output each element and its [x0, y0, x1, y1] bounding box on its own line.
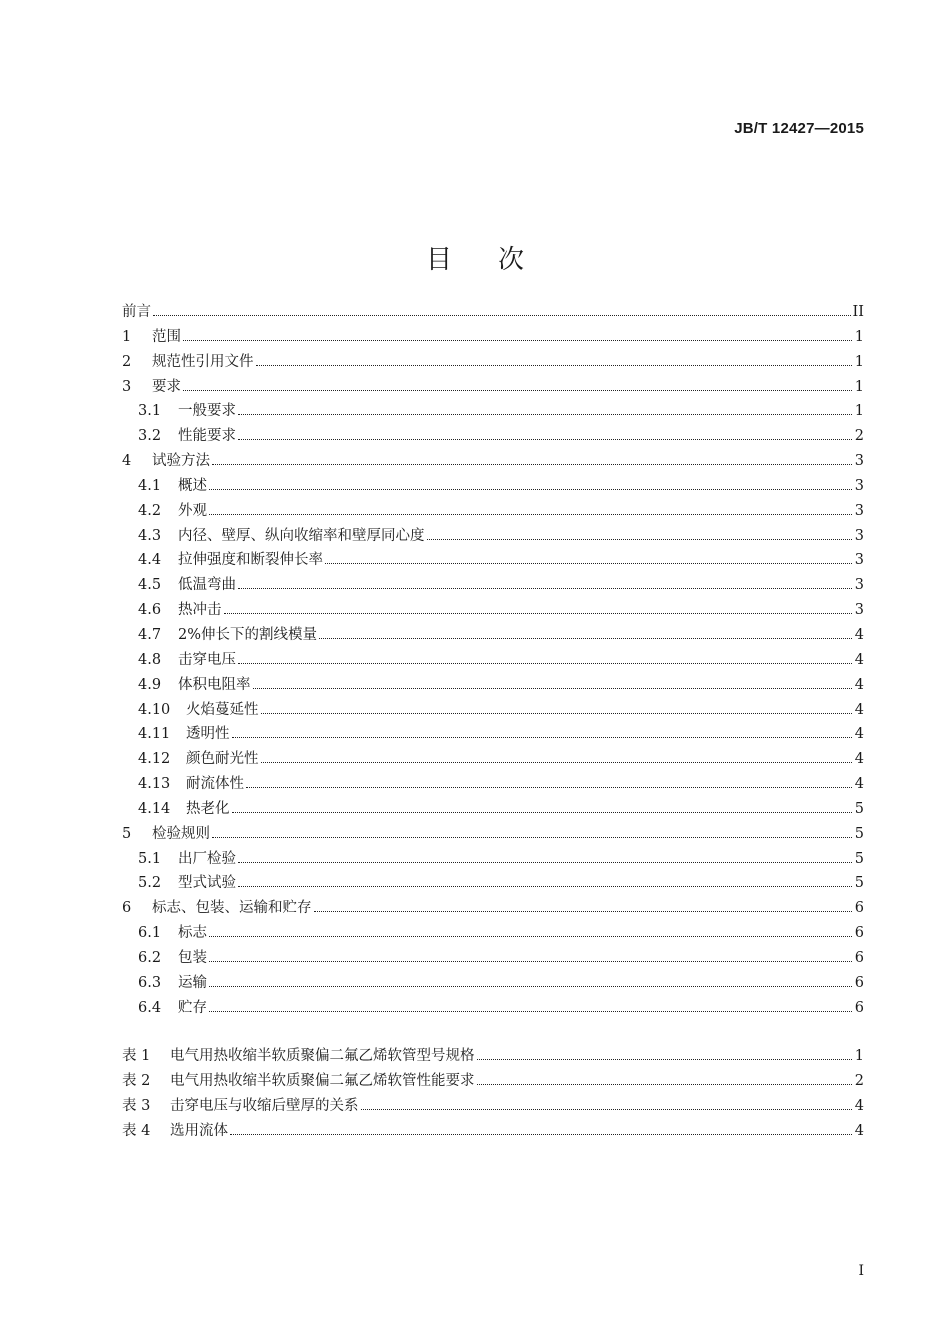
toc-entry[interactable]: [122, 424, 864, 449]
toc-entry-number: 4.14: [138, 800, 171, 817]
toc-dot-leader: [477, 1084, 853, 1085]
toc-entry[interactable]: [122, 772, 864, 797]
toc-entry-page: 4: [854, 701, 864, 718]
toc-entry-page: 4: [854, 676, 864, 693]
toc-entry-page: 1: [854, 378, 864, 395]
toc-dot-leader: [224, 613, 853, 614]
toc-entry-page: 5: [854, 850, 864, 867]
toc-entry[interactable]: [122, 822, 864, 847]
toc-entry-label: 火焰蔓延性: [186, 701, 259, 718]
toc-entry-label: 贮存: [178, 999, 207, 1016]
toc-entry-number: 表 3: [122, 1098, 151, 1115]
toc-entry[interactable]: [122, 623, 864, 648]
toc-entry-label: 耐流体性: [186, 776, 244, 793]
toc-entry-number: 6: [122, 900, 132, 917]
toc-entry-number: 4.12: [138, 751, 171, 768]
toc-entry-number: 4: [122, 453, 132, 470]
toc-entry-number: 5: [122, 825, 132, 842]
toc-entry-page: 3: [854, 477, 864, 494]
toc-entry[interactable]: [122, 747, 864, 772]
toc-entry[interactable]: [122, 921, 864, 946]
toc-entry-label: 热冲击: [178, 602, 222, 619]
toc-dot-leader: [325, 563, 852, 564]
toc-dot-leader: [183, 390, 852, 391]
toc-entry[interactable]: [122, 548, 864, 573]
toc-entry[interactable]: [122, 847, 864, 872]
toc-entry-label: 出厂检验: [178, 850, 236, 867]
toc-entry-page: 6: [854, 900, 864, 917]
toc-entry-page: 4: [854, 651, 864, 668]
toc-entry-number: 表 2: [122, 1073, 151, 1090]
toc-entry[interactable]: [122, 871, 864, 896]
toc-entry-page: 4: [854, 1098, 864, 1115]
toc-entry-page: 3: [854, 527, 864, 544]
toc-entry-page: 2: [854, 1073, 864, 1090]
toc-entry-page: 6: [854, 999, 864, 1016]
toc-entry-label: 热老化: [186, 800, 230, 817]
toc-entry-number: 6.1: [138, 925, 162, 942]
toc-entry-number: 5.1: [138, 850, 162, 867]
toc-entry[interactable]: [122, 896, 864, 921]
toc-entry[interactable]: [122, 499, 864, 524]
toc-entry-label: 标志、包装、运输和贮存: [152, 900, 312, 917]
toc-entry-page: 1: [854, 353, 864, 370]
toc-entry-label: 运输: [178, 974, 207, 991]
toc-entry-number: 4.8: [138, 651, 162, 668]
toc-entry-page: 4: [854, 776, 864, 793]
toc-entry-label: 一般要求: [178, 403, 236, 420]
toc-entry-number: 4.5: [138, 577, 162, 594]
toc-entry-number: 6.2: [138, 949, 162, 966]
toc-dot-leader: [238, 439, 852, 440]
toc-entry-page: 1: [854, 1048, 864, 1065]
toc-entry-page: 4: [854, 751, 864, 768]
toc-entry-number: 2: [122, 353, 132, 370]
toc-entry-label: 外观: [178, 502, 207, 519]
toc-entry-label: 电气用热收缩半软质聚偏二氟乙烯软管性能要求: [170, 1073, 475, 1090]
toc-dot-leader: [427, 539, 853, 540]
table-of-contents: [122, 300, 864, 1144]
toc-dot-leader: [153, 315, 851, 316]
toc-entry-number: 4.7: [138, 626, 162, 643]
toc-dot-leader: [261, 713, 853, 714]
toc-entry-number: 表 1: [122, 1048, 151, 1065]
table-list: [122, 1044, 864, 1143]
toc-entry-number: 4.9: [138, 676, 162, 693]
toc-entry-page: 4: [854, 626, 864, 643]
toc-dot-leader: [261, 762, 853, 763]
toc-entry-number: 3.2: [138, 428, 162, 445]
toc-entry-label: 标志: [178, 925, 207, 942]
toc-entry[interactable]: [122, 474, 864, 499]
toc-entry-number: 4.13: [138, 776, 171, 793]
toc-entry-page: II: [852, 304, 864, 320]
toc-dot-leader: [209, 986, 852, 987]
toc-entry-page: 1: [854, 328, 864, 345]
toc-entry-page: 5: [854, 875, 864, 892]
toc-entry-page: 5: [854, 825, 864, 842]
toc-entry[interactable]: [122, 996, 864, 1021]
toc-entry[interactable]: [122, 325, 864, 350]
toc-dot-leader: [314, 911, 853, 912]
toc-dot-leader: [319, 638, 852, 639]
toc-entry-number: 4.3: [138, 527, 162, 544]
toc-dot-leader: [232, 737, 853, 738]
toc-entry[interactable]: [122, 399, 864, 424]
toc-entry[interactable]: [122, 1119, 864, 1144]
toc-entry[interactable]: [122, 673, 864, 698]
toc-dot-leader: [361, 1109, 853, 1110]
toc-entry-page: 4: [854, 1123, 864, 1139]
toc-dot-leader: [230, 1134, 852, 1135]
toc-entry-number: 4.11: [138, 726, 171, 743]
toc-dot-leader: [238, 588, 852, 589]
toc-dot-leader: [256, 365, 853, 366]
toc-entry-label: 选用流体: [170, 1123, 228, 1139]
toc-dot-leader: [246, 787, 852, 788]
toc-entry[interactable]: [122, 971, 864, 996]
toc-entry-label: 击穿电压与收缩后壁厚的关系: [170, 1098, 359, 1115]
toc-entry-number: 6.4: [138, 999, 162, 1016]
toc-entry[interactable]: [122, 449, 864, 474]
toc-entry-label: 概述: [178, 477, 207, 494]
toc-entry[interactable]: [122, 573, 864, 598]
toc-entry-number: 4.1: [138, 477, 162, 494]
toc-entry[interactable]: [122, 1069, 864, 1094]
toc-entry-label: 范围: [152, 328, 181, 345]
toc-dot-leader: [238, 663, 852, 664]
toc-entry-page: 1: [854, 403, 864, 420]
toc-entry-label: 击穿电压: [178, 651, 236, 668]
toc-entry-label: 拉伸强度和断裂伸长率: [178, 552, 323, 569]
toc-entry-label: 2%伸长下的割线模量: [178, 626, 318, 643]
toc-entry-label: 规范性引用文件: [152, 353, 254, 370]
toc-dot-leader: [212, 464, 852, 465]
toc-entry[interactable]: [122, 648, 864, 673]
toc-entry-number: 4.4: [138, 552, 162, 569]
toc-entry-page: 2: [854, 428, 864, 445]
toc-dot-leader: [183, 340, 852, 341]
toc-entry-number: 4.2: [138, 502, 162, 519]
toc-entry-page: 3: [854, 602, 864, 619]
toc-entry-page: 3: [854, 552, 864, 569]
toc-entry[interactable]: [122, 797, 864, 822]
toc-list: [122, 300, 864, 1020]
toc-entry-page: 6: [854, 974, 864, 991]
toc-dot-leader: [209, 489, 852, 490]
toc-entry-label: 透明性: [186, 726, 230, 743]
toc-entry-label: 要求: [152, 378, 181, 395]
toc-entry-label: 体积电阻率: [178, 676, 251, 693]
toc-entry[interactable]: [122, 300, 864, 325]
toc-entry-number: 3: [122, 378, 132, 395]
toc-entry[interactable]: [122, 1044, 864, 1069]
toc-dot-leader: [209, 514, 852, 515]
toc-entry-label: 检验规则: [152, 825, 210, 842]
toc-dot-leader: [238, 886, 852, 887]
toc-entry[interactable]: [122, 946, 864, 971]
toc-entry-number: 3.1: [138, 403, 162, 420]
toc-entry[interactable]: [122, 524, 864, 549]
page-number: I: [858, 1263, 864, 1279]
toc-entry[interactable]: [122, 722, 864, 747]
toc-entry-page: 3: [854, 577, 864, 594]
page-title: 目次: [425, 245, 570, 276]
toc-dot-leader: [238, 862, 852, 863]
toc-entry[interactable]: [122, 350, 864, 375]
toc-entry-label: 颜色耐光性: [186, 751, 259, 768]
toc-entry-label: 前言: [122, 304, 151, 320]
toc-entry-page: 5: [854, 800, 864, 817]
toc-dot-leader: [209, 961, 852, 962]
toc-dot-leader: [238, 414, 852, 415]
toc-entry-number: 6.3: [138, 974, 162, 991]
toc-dot-leader: [209, 936, 852, 937]
standard-code: JB/T 12427—2015: [734, 120, 864, 137]
toc-entry[interactable]: [122, 698, 864, 723]
toc-entry-page: 3: [854, 453, 864, 470]
toc-entry-label: 包装: [178, 949, 207, 966]
toc-dot-leader: [212, 837, 852, 838]
toc-entry-label: 性能要求: [178, 428, 236, 445]
toc-entry-number: 表 4: [122, 1123, 151, 1139]
toc-entry-label: 型式试验: [178, 875, 236, 892]
toc-entry-number: 4.10: [138, 701, 171, 718]
toc-entry-page: 6: [854, 925, 864, 942]
toc-dot-leader: [477, 1059, 853, 1060]
toc-entry-label: 试验方法: [152, 453, 210, 470]
toc-entry-label: 电气用热收缩半软质聚偏二氟乙烯软管型号规格: [170, 1048, 475, 1065]
toc-entry-number: 4.6: [138, 602, 162, 619]
toc-dot-leader: [232, 812, 853, 813]
toc-entry[interactable]: [122, 598, 864, 623]
toc-entry-label: 内径、壁厚、纵向收缩率和壁厚同心度: [178, 527, 425, 544]
toc-entry[interactable]: [122, 375, 864, 400]
toc-entry[interactable]: [122, 1094, 864, 1119]
toc-entry-page: 6: [854, 949, 864, 966]
toc-entry-label: 低温弯曲: [178, 577, 236, 594]
toc-dot-leader: [209, 1011, 852, 1012]
toc-dot-leader: [253, 688, 853, 689]
toc-entry-number: 1: [122, 328, 132, 345]
toc-entry-page: 4: [854, 726, 864, 743]
toc-entry-page: 3: [854, 502, 864, 519]
toc-entry-number: 5.2: [138, 875, 162, 892]
